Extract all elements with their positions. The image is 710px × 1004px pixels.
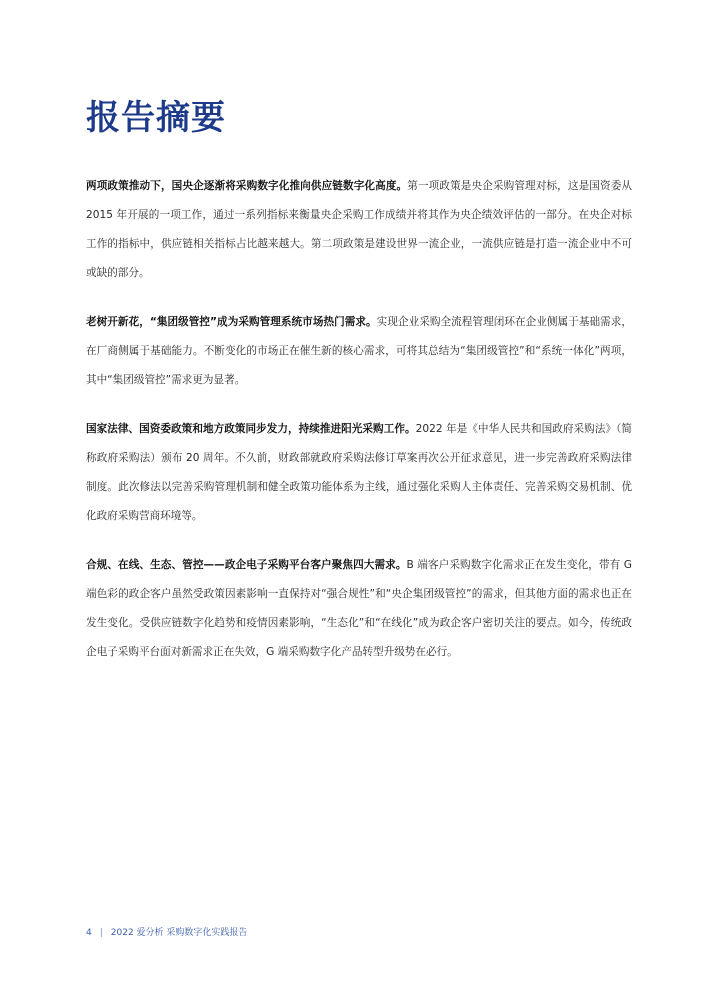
- paragraph-body: 2022 年是《中华人民共和国政府采购法》（简称政府采购法）颁布 20 周年。不久前，财政部就政府采购法修订草案再次公开征求意见，进一步完善政府采购法律制度。此次修法以完善采购管理机制和健全政策功能体系为主线，通过强化采购人主体责任、完善采购交易机制、优化政府采购营商环境等。: [86, 423, 632, 522]
- page-footer: [86, 925, 247, 938]
- footer-report-title: 2022 爱分析 采购数字化实践报告: [110, 928, 248, 938]
- page-number: 4: [86, 928, 92, 938]
- paragraph-3: [86, 415, 632, 531]
- paragraph-body: B 端客户采购数字化需求正在发生变化，带有 G 端色彩的政企客户虽然受政策因素影响一直保持对“强合规性”和“央企集团级管控”的需求，但其他方面的需求也正在发生变化。受供应链数字化趋势和疫情因素影响，“生态化”和“在线化”成为政企客户密切关注的要点。如今，传统政企电子采购平台面对新需求正在失效，G 端采购数字化产品转型升级势在必行。: [86, 559, 632, 658]
- paragraph-lead: 国家法律、国资委政策和地方政策同步发力，持续推进阳光采购工作。: [86, 423, 416, 435]
- paragraph-body: 第一项政策是央企采购管理对标，这是国资委从 2015 年开展的一项工作，通过一系列指标来衡量央企采购工作成绩并将其作为央企绩效评估的一部分。在央企对标工作的指标中，供应链相关指标占比越来越大。第二项政策是建设世界一流企业，一流供应链是打造一流企业中不可或缺的部分。: [86, 180, 633, 279]
- paragraph-lead: 老树开新花，“集团级管控”成为采购管理系统市场热门需求。: [86, 316, 377, 328]
- paragraph-1: [86, 172, 632, 288]
- paragraph-4: [86, 551, 632, 667]
- summary-content: [86, 172, 632, 687]
- page-title: 报告摘要: [86, 98, 226, 138]
- paragraph-body: 实现企业采购全流程管理闭环在企业侧属于基础需求，在厂商侧属于基础能力。不断变化的市场正在催生新的核心需求，可将其总结为“集团级管控”和“系统一体化”两项，其中“集团级管控”需求更为显著。: [86, 316, 632, 386]
- paragraph-lead: 两项政策推动下，国央企逐渐将采购数字化推向供应链数字化高度。: [86, 180, 408, 192]
- paragraph-lead: 合规、在线、生态、管控——政企电子采购平台客户聚焦四大需求。: [86, 559, 407, 571]
- footer-separator: |: [99, 928, 103, 938]
- paragraph-2: [86, 308, 632, 395]
